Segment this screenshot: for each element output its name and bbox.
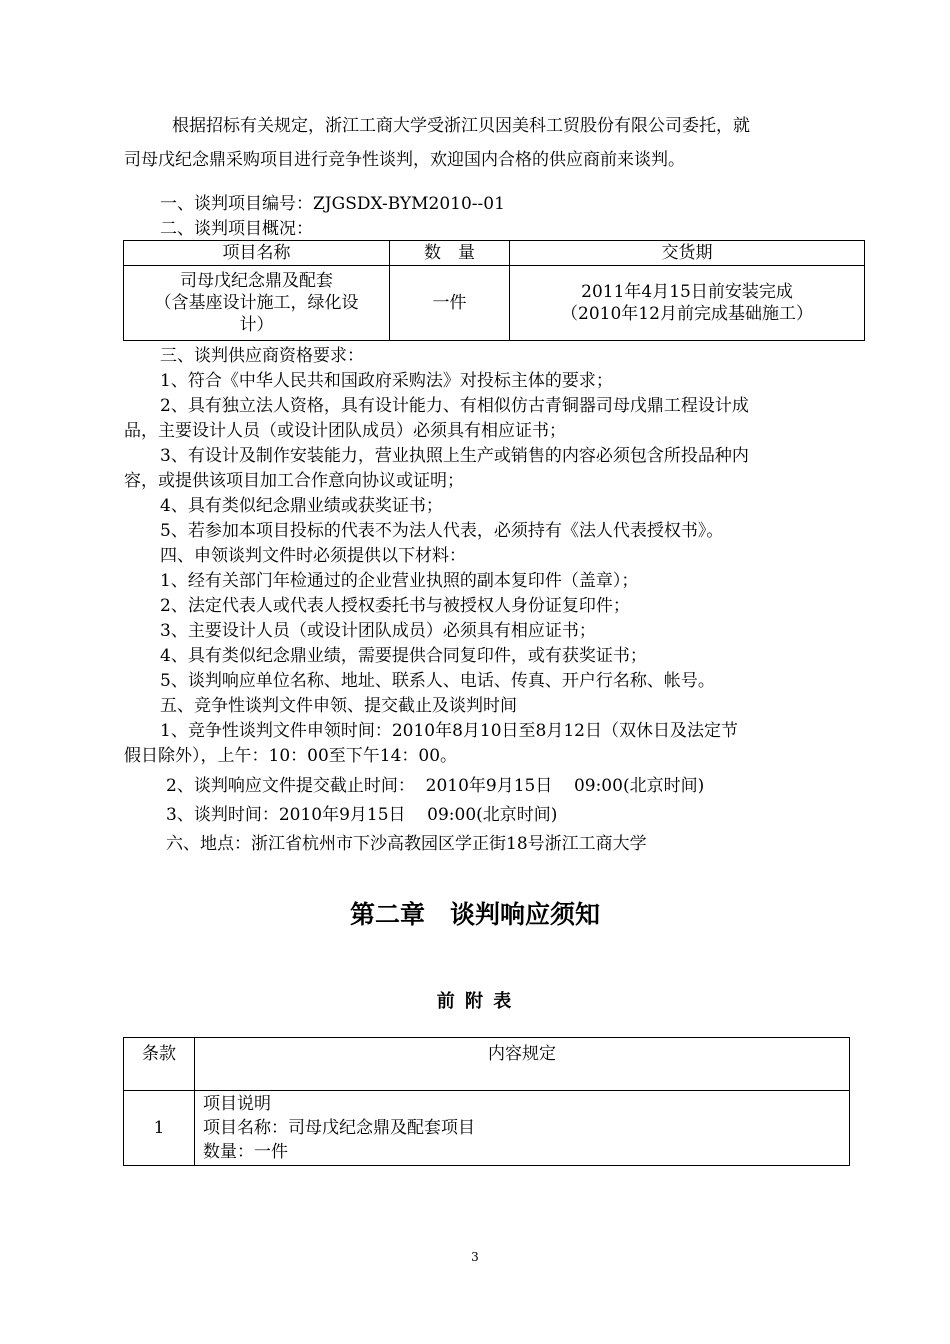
section-5-item-1a: 1、竞争性谈判文件申领时间：2010年8月10日至8月12日（双休日及法定节 xyxy=(160,721,738,741)
section-4-item-2: 2、法定代表人或代表人授权委托书与被授权人身份证复印件； xyxy=(160,596,630,616)
project-name-line-3: 计） xyxy=(239,315,274,335)
header-content: 内容规定 xyxy=(195,1038,850,1091)
section-5-item-3: 3、谈判时间：2010年9月15日 09:00(北京时间) xyxy=(166,805,558,825)
delivery-line-2: （2010年12月前完成基础施工） xyxy=(561,304,813,324)
section-2-title: 二、谈判项目概况： xyxy=(160,219,313,239)
content-line-3: 数量：一件 xyxy=(203,1142,288,1162)
page-number: 3 xyxy=(471,1250,479,1264)
chapter-title: 第二章 谈判响应须知 xyxy=(349,900,600,929)
section-4-item-3: 3、主要设计人员（或设计团队成员）必须具有相应证书； xyxy=(160,621,596,641)
table-row xyxy=(124,1091,850,1166)
header-clause: 条款 xyxy=(124,1038,195,1091)
project-overview-table xyxy=(123,240,865,341)
section-1-project-number: 一、谈判项目编号：ZJGSDX-BYM2010--01 xyxy=(160,194,505,214)
front-attachment-table xyxy=(123,1037,850,1166)
intro-line-1: 根据招标有关规定，浙江工商大学受浙江贝因美科工贸股份有限公司委托，就 xyxy=(172,116,750,136)
cell-project-name xyxy=(124,266,390,341)
section-6-location: 六、地点：浙江省杭州市下沙高教园区学正街18号浙江工商大学 xyxy=(166,834,647,854)
table-header-row xyxy=(124,1038,850,1091)
section-5-item-2: 2、谈判响应文件提交截止时间： 2010年9月15日 09:00(北京时间) xyxy=(166,776,705,796)
section-4-title: 四、申领谈判文件时必须提供以下材料： xyxy=(160,546,466,566)
section-3-item-1: 1、符合《中华人民共和国政府采购法》对投标主体的要求； xyxy=(160,371,613,391)
section-5-title: 五、竞争性谈判文件申领、提交截止及谈判时间 xyxy=(160,696,517,716)
section-3-item-3b: 容，或提供该项目加工合作意向协议或证明； xyxy=(124,471,464,491)
delivery-line-1: 2011年4月15日前安装完成 xyxy=(581,282,793,302)
section-3-item-4: 4、具有类似纪念鼎业绩或获奖证书； xyxy=(160,496,443,516)
header-quantity: 数 量 xyxy=(390,241,510,266)
header-delivery: 交货期 xyxy=(510,241,865,266)
header-project-name: 项目名称 xyxy=(124,241,390,266)
table-row xyxy=(124,266,865,341)
content-line-1: 项目说明 xyxy=(203,1094,271,1114)
section-4-item-4: 4、具有类似纪念鼎业绩，需要提供合同复印件，或有获奖证书； xyxy=(160,646,647,666)
content-line-2: 项目名称：司母戊纪念鼎及配套项目 xyxy=(203,1118,475,1138)
cell-quantity: 一件 xyxy=(390,266,510,341)
section-3-item-2b: 品，主要设计人员（或设计团队成员）必须具有相应证书； xyxy=(124,421,566,441)
table-header-row xyxy=(124,241,865,266)
intro-line-2: 司母戊纪念鼎采购项目进行竞争性谈判，欢迎国内合格的供应商前来谈判。 xyxy=(124,150,685,170)
cell-content xyxy=(195,1091,850,1166)
section-5-item-1b: 假日除外），上午：10：00至下午14：00。 xyxy=(124,746,458,766)
section-4-item-5: 5、谈判响应单位名称、地址、联系人、电话、传真、开户行名称、帐号。 xyxy=(160,671,715,691)
section-3-item-2a: 2、具有独立法人资格，具有设计能力、有相似仿古青铜器司母戊鼎工程设计成 xyxy=(160,396,749,416)
project-name-line-2: （含基座设计施工，绿化设 xyxy=(154,293,359,313)
table-subtitle: 前 附 表 xyxy=(436,991,514,1012)
section-3-title: 三、谈判供应商资格要求： xyxy=(160,346,364,366)
cell-clause-number: 1 xyxy=(124,1091,195,1166)
section-4-item-1: 1、经有关部门年检通过的企业营业执照的副本复印件（盖章）； xyxy=(160,571,639,591)
section-3-item-5: 5、若参加本项目投标的代表不为法人代表，必须持有《法人代表授权书》。 xyxy=(160,521,724,541)
cell-delivery xyxy=(510,266,865,341)
section-3-item-3a: 3、有设计及制作安装能力，营业执照上生产或销售的内容必须包含所投品种内 xyxy=(160,446,749,466)
project-name-line-1: 司母戊纪念鼎及配套 xyxy=(180,271,333,291)
